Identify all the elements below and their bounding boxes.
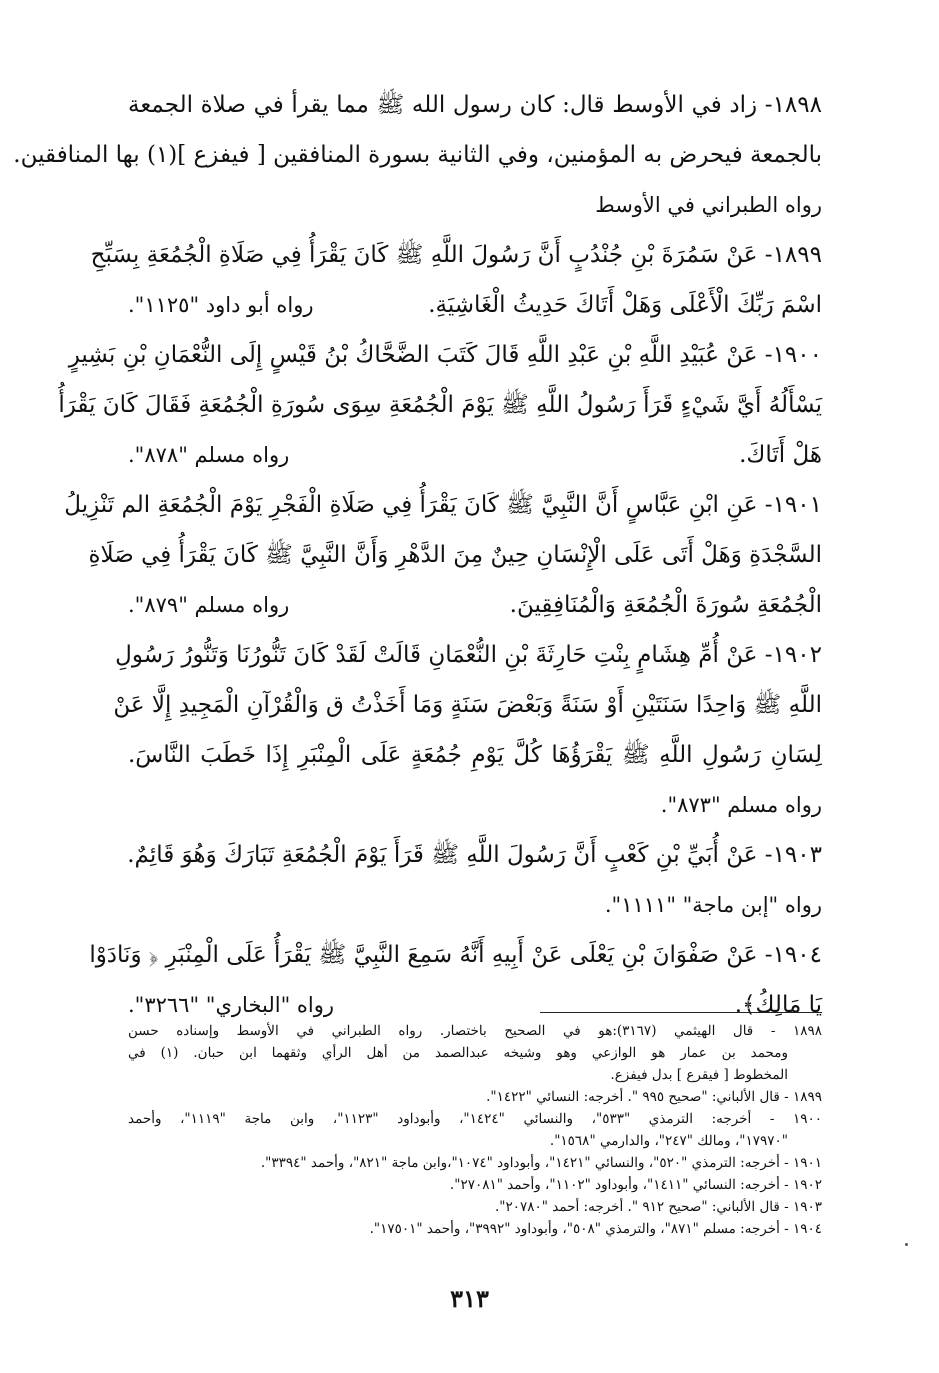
- hadith-1900-line-3-row: [128, 438, 822, 472]
- footnote-1900-line-1: ١٩٠٠ - أخرجه: الترمذي "٥٣٣"، والنسائي "١٤٢٤"، وأبوداود "١١٢٣"، وابن ماجة "١١١٩"، وأحمد: [128, 1111, 822, 1127]
- hadith-1902-line-1: ١٩٠٢- عَنْ أُمِّ هِشَامٍ بِنْتِ حَارِثَةَ بْنِ النُّعْمَانِ قَالَتْ لَقَدْ كَانَ تَنُّورُنَا وَتَنُّورُ رَسُولِ: [115, 642, 822, 668]
- hadith-1904-line-2: يَا مَالِكُ﴾.: [734, 992, 822, 1018]
- footnote-divider: [540, 1012, 822, 1013]
- hadith-1901-source: رواه مسلم "٨٧٩".: [128, 593, 290, 617]
- hadith-1898-line-2: بالجمعة فيحرض به المؤمنين، وفي الثانية بسورة المنافقين [ فيفزع ](١) بها المنافقين.: [13, 142, 822, 168]
- footnote-1902: ١٩٠٢ - أخرجه: النسائي "١٤١١"، وأبوداود "١١٠٢"، وأحمد "٢٧٠٨١".: [449, 1177, 822, 1193]
- footnotes: [128, 1020, 822, 1240]
- footnote-1901: ١٩٠١ - أخرجه: الترمذي "٥٢٠"، والنسائي "١٤٢١"، وأبوداود "١٠٧٤"،وابن ماجة "٨٢١"، وأحمد "٣٣٩٤".: [260, 1155, 822, 1171]
- footnote-1903: ١٩٠٣ - قال الألباني: "صحيح ٩١٢ ". أخرجه: أحمد "٢٠٧٨٠".: [495, 1199, 822, 1215]
- hadith-1901-line-3-row: [128, 588, 822, 622]
- hadith-1900-line-2: يَسْأَلُهُ أَيَّ شَيْءٍ قَرَأَ رَسُولُ اللَّهِ ﷺ يَوْمَ الْجُمُعَةِ سِوَى سُورَةِ الْجُمُعَةِ فَقَالَ كَانَ يَقْرَأُ: [58, 392, 822, 418]
- hadith-1902-line-2: اللَّهِ ﷺ وَاحِدًا سَنَتَيْنِ أَوْ سَنَةً وَبَعْضَ سَنَةٍ وَمَا أَخَذْتُ ق وَالْقُرْآنِ الْمَجِيدِ إِلَّا عَنْ: [113, 692, 822, 718]
- hadith-1901-line-2: السَّجْدَةِ وَهَلْ أَتَى عَلَى الْإِنْسَانِ حِينٌ مِنَ الدَّهْرِ وَأَنَّ النَّبِيَّ ﷺ كَانَ يَقْرَأُ فِي صَلَاةِ: [88, 542, 822, 568]
- footnote-1898-line-2: ومحمد بن عمار هو الوازعي وهو وشيخه عبدالصمد من أهل الرأي وثقهما ابن حبان. (١) في: [128, 1045, 788, 1061]
- footnote-1899: ١٨٩٩ - قال الألباني: "صحيح ٩٩٥ ". أخرجه: النسائي "١٤٢٢".: [486, 1089, 822, 1105]
- footnote-1898-line-1: ١٨٩٨ - قال الهيثمي (٣١٦٧):هو في الصحيح باختصار. رواه الطبراني في الأوسط وإسناده حسن: [128, 1023, 822, 1039]
- hadith-1902-source: رواه مسلم "٨٧٣".: [660, 793, 822, 817]
- main-text: [13, 88, 822, 1038]
- scan-speck: [905, 1243, 908, 1246]
- hadith-1899-source: رواه أبو داود "١١٢٥".: [128, 293, 314, 317]
- hadith-1902-line-3: لِسَانِ رَسُولِ اللَّهِ ﷺ يَقْرَؤُهَا كُلَّ يَوْمِ جُمُعَةٍ عَلَى الْمِنْبَرِ إِذَا خَطَبَ النَّاسَ.: [128, 742, 822, 768]
- hadith-1901-line-1: ١٩٠١- عَنِ ابْنِ عَبَّاسٍ أَنَّ النَّبِيَّ ﷺ كَانَ يَقْرَأُ فِي صَلَاةِ الْفَجْرِ يَوْمَ الْجُمُعَةِ الم تَنْزِيلُ: [64, 492, 822, 518]
- hadith-1900-line-1: ١٩٠٠- عَنْ عُبَيْدِ اللَّهِ بْنِ عَبْدِ اللَّهِ قَالَ كَتَبَ الضَّحَّاكُ بْنُ قَيْسٍ إِلَى النُّعْمَانِ بْنِ بَشِيرٍ: [68, 342, 822, 368]
- hadith-1898-line-1: ١٨٩٨- زاد في الأوسط قال: كان رسول الله ﷺ مما يقرأ في صلاة الجمعة: [128, 92, 822, 118]
- footnote-1900-line-2: "١٧٩٧٠"، ومالك "٢٤٧"، والدارمي "١٥٦٨".: [549, 1133, 788, 1149]
- page-number: ٣١٣: [450, 1284, 489, 1313]
- footnote-1904: ١٩٠٤ - أخرجه: مسلم "٨٧١"، والترمذي "٥٠٨"، وأبوداود "٣٩٩٢"، وأحمد "١٧٥٠١".: [369, 1221, 822, 1237]
- hadith-1904-line-1: ١٩٠٤- عَنْ صَفْوَانَ بْنِ يَعْلَى عَنْ أَبِيهِ أَنَّهُ سَمِعَ النَّبِيَّ ﷺ يَقْرَأُ عَلَى الْمِنْبَرِ ﴿ وَنَادَوْا: [89, 942, 822, 968]
- hadith-1903-line-1: ١٩٠٣- عَنْ أُبَيِّ بْنِ كَعْبٍ أَنَّ رَسُولَ اللَّهِ ﷺ قَرَأَ يَوْمَ الْجُمُعَةِ تَبَارَكَ وَهُوَ قَائِمٌ.: [127, 842, 822, 868]
- hadith-1899-line-2: اسْمَ رَبِّكَ الْأَعْلَى وَهَلْ أَتَاكَ حَدِيثُ الْغَاشِيَةِ.: [428, 292, 822, 318]
- hadith-1900-line-3: هَلْ أَتَاكَ.: [739, 442, 822, 468]
- hadith-1898-source: رواه الطبراني في الأوسط: [595, 193, 822, 217]
- hadith-1899-line-2-row: [128, 288, 822, 322]
- footnote-1898-line-3: المخطوط [ فيقرع ] بدل فيفزع.: [610, 1067, 788, 1083]
- hadith-1904-source: رواه "البخاري" "٣٢٦٦".: [128, 993, 335, 1017]
- hadith-1901-line-3: الْجُمُعَةِ سُورَةَ الْجُمُعَةِ وَالْمُنَافِقِينَ.: [509, 592, 822, 618]
- hadith-1903-source: رواه "إبن ماجة" "١١١١".: [604, 893, 822, 917]
- hadith-1900-source: رواه مسلم "٨٧٨".: [128, 443, 290, 467]
- hadith-1904-line-2-row: [128, 988, 822, 1022]
- hadith-1899-line-1: ١٨٩٩- عَنْ سَمُرَةَ بْنِ جُنْدُبٍ أَنَّ رَسُولَ اللَّهِ ﷺ كَانَ يَقْرَأُ فِي صَلَاةِ الْجُمُعَةِ بِسَبِّحِ: [90, 242, 822, 268]
